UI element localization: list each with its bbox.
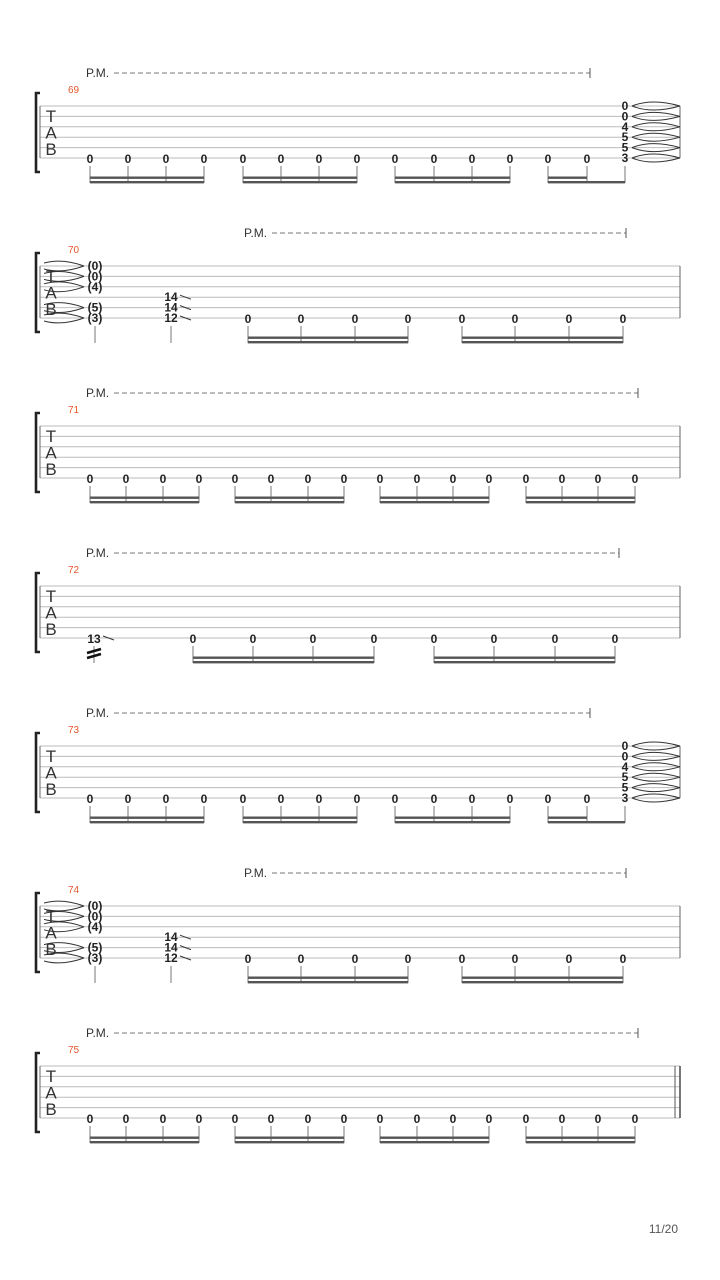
- tie-arc-top: [632, 767, 680, 771]
- fret-number: 0: [430, 632, 438, 646]
- system-75: [36, 1026, 680, 1143]
- fret-number: 0: [249, 632, 257, 646]
- fret-number: 0: [404, 952, 412, 966]
- fret-number: 0: [485, 472, 493, 486]
- fret-number: 0: [458, 952, 466, 966]
- fret-number: 0: [544, 152, 552, 166]
- fret-number: 0: [376, 1112, 384, 1126]
- chord-fret: 5: [621, 780, 629, 795]
- beam: [248, 981, 408, 983]
- beam-secondary: [193, 657, 374, 659]
- tie-arc-top: [632, 788, 680, 792]
- fret-number: 0: [565, 312, 573, 326]
- beam-secondary: [248, 977, 408, 979]
- beam: [462, 981, 623, 983]
- measure-number: 74: [68, 885, 80, 896]
- system-72: [36, 546, 680, 663]
- beam: [235, 1141, 344, 1143]
- fret-number: 0: [413, 1112, 421, 1126]
- beam-secondary: [548, 177, 587, 179]
- tie-arc-top: [632, 137, 680, 141]
- chord-fret: 3: [621, 151, 629, 165]
- fret-number: 0: [611, 632, 619, 646]
- palm-mute-label: P.M.: [86, 386, 110, 400]
- palm-mute-label: P.M.: [244, 866, 268, 880]
- fret-number: 0: [122, 1112, 130, 1126]
- system-bracket: [36, 93, 40, 172]
- beam: [548, 181, 625, 183]
- measure-number: 69: [68, 85, 80, 96]
- fret-number: 0: [124, 792, 132, 806]
- tab-clef-t: T: [45, 907, 57, 926]
- fret-number: 0: [619, 952, 627, 966]
- system-bracket: [36, 573, 40, 652]
- tied-chord-fret: (3): [87, 311, 103, 325]
- fret-number: 0: [231, 472, 239, 486]
- fret-number: 0: [340, 1112, 348, 1126]
- beam-secondary: [235, 1137, 344, 1139]
- chord-fret: 5: [621, 770, 629, 785]
- tie-arc-bottom: [632, 752, 680, 756]
- beam: [193, 661, 374, 663]
- beam-secondary: [248, 337, 408, 339]
- fret-number: 0: [506, 152, 514, 166]
- system-71: [36, 386, 680, 503]
- fret-number: 0: [506, 792, 514, 806]
- fret-number: 0: [200, 792, 208, 806]
- beam: [243, 821, 357, 823]
- beam-secondary: [526, 1137, 635, 1139]
- fret-number: 0: [244, 952, 252, 966]
- fret-number: 0: [86, 1112, 94, 1126]
- fret-number: 0: [162, 152, 170, 166]
- fret-number: 0: [485, 1112, 493, 1126]
- beam-secondary: [243, 177, 357, 179]
- chord-fret: 3: [621, 791, 629, 805]
- fret-number: 0: [297, 952, 305, 966]
- tab-clef-b: B: [45, 1100, 57, 1119]
- tied-chord-fret: (0): [87, 899, 103, 913]
- tab-clef-a: A: [45, 283, 57, 303]
- page-number: 11/20: [648, 1222, 678, 1236]
- tie-arc-bottom: [632, 154, 680, 158]
- fret-number: 0: [189, 632, 197, 646]
- tab-clef-b: B: [45, 780, 57, 799]
- fret-number: 0: [391, 152, 399, 166]
- fret-number: 0: [124, 152, 132, 166]
- fret-number: 0: [231, 1112, 239, 1126]
- fret-number: 0: [430, 792, 438, 806]
- tied-chord-fret: (0): [87, 909, 103, 924]
- tab-clef-a: A: [45, 1083, 57, 1103]
- tied-chord-fret: (0): [87, 269, 103, 284]
- beam-secondary: [380, 1137, 489, 1139]
- tied-chord-fret: (0): [87, 259, 103, 273]
- fret-number: 0: [86, 472, 94, 486]
- fret-number: 0: [511, 312, 519, 326]
- tie-arc-top: [632, 798, 680, 802]
- beam: [243, 181, 357, 183]
- fret-number: 0: [244, 312, 252, 326]
- fret-number: 0: [297, 312, 305, 326]
- fret-number: 0: [162, 792, 170, 806]
- system-bracket: [36, 893, 40, 972]
- fret-number: 0: [458, 312, 466, 326]
- fret-number: 0: [277, 152, 285, 166]
- fret-number: 0: [86, 152, 94, 166]
- tie-arc-bottom: [632, 784, 680, 788]
- beam: [462, 341, 623, 343]
- tab-clef-a: A: [45, 923, 57, 943]
- beam: [526, 501, 635, 503]
- fret-number: 0: [159, 1112, 167, 1126]
- system-73: [36, 706, 680, 823]
- system-69: [36, 66, 680, 183]
- fret-number: 0: [200, 152, 208, 166]
- fret-number: 0: [583, 152, 591, 166]
- fret-number: 0: [544, 792, 552, 806]
- beam-secondary: [395, 817, 510, 819]
- tie-arc-bottom: [632, 742, 680, 746]
- measure-number: 71: [68, 405, 80, 416]
- tab-clef-a: A: [45, 603, 57, 623]
- tied-chord-fret: (4): [87, 919, 103, 934]
- fret-number: 0: [558, 472, 566, 486]
- beam: [395, 181, 510, 183]
- fret-number: 0: [490, 632, 498, 646]
- tie-arc-bottom: [632, 123, 680, 127]
- fret-number: 0: [449, 1112, 457, 1126]
- slide-fret: 12: [164, 951, 178, 965]
- beam-secondary: [90, 177, 204, 179]
- palm-mute-label: P.M.: [86, 706, 110, 720]
- tie-arc-bottom: [632, 773, 680, 777]
- tie-arc-top: [632, 756, 680, 760]
- tie-arc-top: [632, 777, 680, 781]
- fret-number: 0: [353, 792, 361, 806]
- fret-number: 0: [583, 792, 591, 806]
- system-74: [36, 866, 680, 983]
- tab-clef-b: B: [45, 140, 57, 159]
- fret-number: 0: [353, 152, 361, 166]
- chord-fret: 4: [621, 119, 629, 134]
- fret-number: 0: [86, 792, 94, 806]
- tie-arc-top: [632, 106, 680, 110]
- beam: [248, 341, 408, 343]
- tab-clef-b: B: [45, 940, 57, 959]
- tie-arc-top: [632, 148, 680, 152]
- tremolo-fret: 13: [87, 632, 101, 646]
- tab-clef-a: A: [45, 443, 57, 463]
- fret-number: 0: [619, 312, 627, 326]
- tab-clef-b: B: [45, 620, 57, 639]
- fret-number: 0: [122, 472, 130, 486]
- beam-secondary: [243, 817, 357, 819]
- beam-secondary: [395, 177, 510, 179]
- beam-secondary: [380, 497, 489, 499]
- fret-number: 0: [391, 792, 399, 806]
- tab-clef-t: T: [45, 267, 57, 286]
- fret-number: 0: [413, 472, 421, 486]
- system-bracket: [36, 733, 40, 812]
- beam-secondary: [548, 817, 587, 819]
- fret-number: 0: [277, 792, 285, 806]
- beam: [90, 1141, 199, 1143]
- tie-arc-bottom: [632, 112, 680, 116]
- fret-number: 0: [195, 472, 203, 486]
- chord-fret: 0: [621, 749, 629, 764]
- beam: [380, 501, 489, 503]
- tab-clef-t: T: [45, 587, 57, 606]
- tie-arc-bottom: [632, 794, 680, 798]
- tab-clef-t: T: [45, 1067, 57, 1086]
- slide-fret: 12: [164, 311, 178, 325]
- fret-number: 0: [449, 472, 457, 486]
- fret-number: 0: [522, 472, 530, 486]
- tab-clef-b: B: [45, 300, 57, 319]
- fret-number: 0: [558, 1112, 566, 1126]
- fret-number: 0: [309, 632, 317, 646]
- tab-clef-t: T: [45, 427, 57, 446]
- fret-number: 0: [376, 472, 384, 486]
- fret-number: 0: [315, 152, 323, 166]
- beam-secondary: [235, 497, 344, 499]
- fret-number: 0: [594, 472, 602, 486]
- beam: [548, 821, 625, 823]
- fret-number: 0: [304, 1112, 312, 1126]
- beam: [90, 181, 204, 183]
- beam: [380, 1141, 489, 1143]
- beam: [90, 501, 199, 503]
- chord-fret: 0: [621, 99, 629, 113]
- measure-number: 75: [68, 1045, 80, 1056]
- beam: [434, 661, 615, 663]
- fret-number: 0: [631, 1112, 639, 1126]
- beam-secondary: [526, 497, 635, 499]
- fret-number: 0: [468, 152, 476, 166]
- palm-mute-label: P.M.: [244, 226, 268, 240]
- tie-arc-bottom: [632, 763, 680, 767]
- tab-clef-t: T: [45, 747, 57, 766]
- fret-number: 0: [594, 1112, 602, 1126]
- palm-mute-label: P.M.: [86, 1026, 110, 1040]
- chord-fret: 4: [621, 759, 629, 774]
- tie-arc-top: [632, 158, 680, 162]
- tied-chord-fret: (5): [87, 300, 103, 315]
- fret-number: 0: [430, 152, 438, 166]
- beam-secondary: [90, 1137, 199, 1139]
- beam: [526, 1141, 635, 1143]
- measure-number: 72: [68, 565, 80, 576]
- fret-number: 0: [551, 632, 559, 646]
- palm-mute-label: P.M.: [86, 66, 110, 80]
- tie-arc-top: [632, 746, 680, 750]
- fret-number: 0: [404, 312, 412, 326]
- beam: [90, 821, 204, 823]
- tie-arc: [44, 261, 84, 266]
- fret-number: 0: [340, 472, 348, 486]
- fret-number: 0: [239, 152, 247, 166]
- chord-fret: 0: [621, 739, 629, 753]
- tab-clef-a: A: [45, 763, 57, 783]
- fret-number: 0: [159, 472, 167, 486]
- system-bracket: [36, 413, 40, 492]
- slide-fret: 14: [164, 300, 178, 315]
- fret-number: 0: [468, 792, 476, 806]
- tie-arc: [44, 901, 84, 906]
- fret-number: 0: [239, 792, 247, 806]
- beam-secondary: [434, 657, 615, 659]
- system-bracket: [36, 1053, 40, 1132]
- tie-arc-bottom: [632, 133, 680, 137]
- chord-fret: 0: [621, 109, 629, 124]
- fret-number: 0: [370, 632, 378, 646]
- palm-mute-label: P.M.: [86, 546, 110, 560]
- fret-number: 0: [565, 952, 573, 966]
- fret-number: 0: [267, 1112, 275, 1126]
- system-70: [36, 226, 680, 343]
- beam-secondary: [462, 977, 623, 979]
- fret-number: 0: [631, 472, 639, 486]
- tie-arc-top: [632, 116, 680, 120]
- beam: [235, 501, 344, 503]
- tie-arc-bottom: [632, 102, 680, 106]
- fret-number: 0: [195, 1112, 203, 1126]
- chord-fret: 5: [621, 130, 629, 145]
- measure-number: 73: [68, 725, 80, 736]
- tab-clef-a: A: [45, 123, 57, 143]
- beam-secondary: [90, 817, 204, 819]
- slide-fret: 14: [164, 940, 178, 955]
- tab-clef-t: T: [45, 107, 57, 126]
- fret-number: 0: [522, 1112, 530, 1126]
- fret-number: 0: [511, 952, 519, 966]
- measure-number: 70: [68, 245, 80, 256]
- tied-chord-fret: (5): [87, 940, 103, 955]
- beam-secondary: [462, 337, 623, 339]
- slide-fret: 14: [164, 930, 178, 945]
- system-bracket: [36, 253, 40, 332]
- chord-fret: 5: [621, 140, 629, 155]
- fret-number: 0: [304, 472, 312, 486]
- fret-number: 0: [351, 952, 359, 966]
- fret-number: 0: [267, 472, 275, 486]
- fret-number: 0: [351, 312, 359, 326]
- tied-chord-fret: (4): [87, 279, 103, 294]
- tied-chord-fret: (3): [87, 951, 103, 965]
- fret-number: 0: [315, 792, 323, 806]
- beam-secondary: [90, 497, 199, 499]
- tie-arc-top: [632, 127, 680, 131]
- slide-fret: 14: [164, 290, 178, 305]
- beam: [395, 821, 510, 823]
- tab-clef-b: B: [45, 460, 57, 479]
- tie-arc-bottom: [632, 144, 680, 148]
